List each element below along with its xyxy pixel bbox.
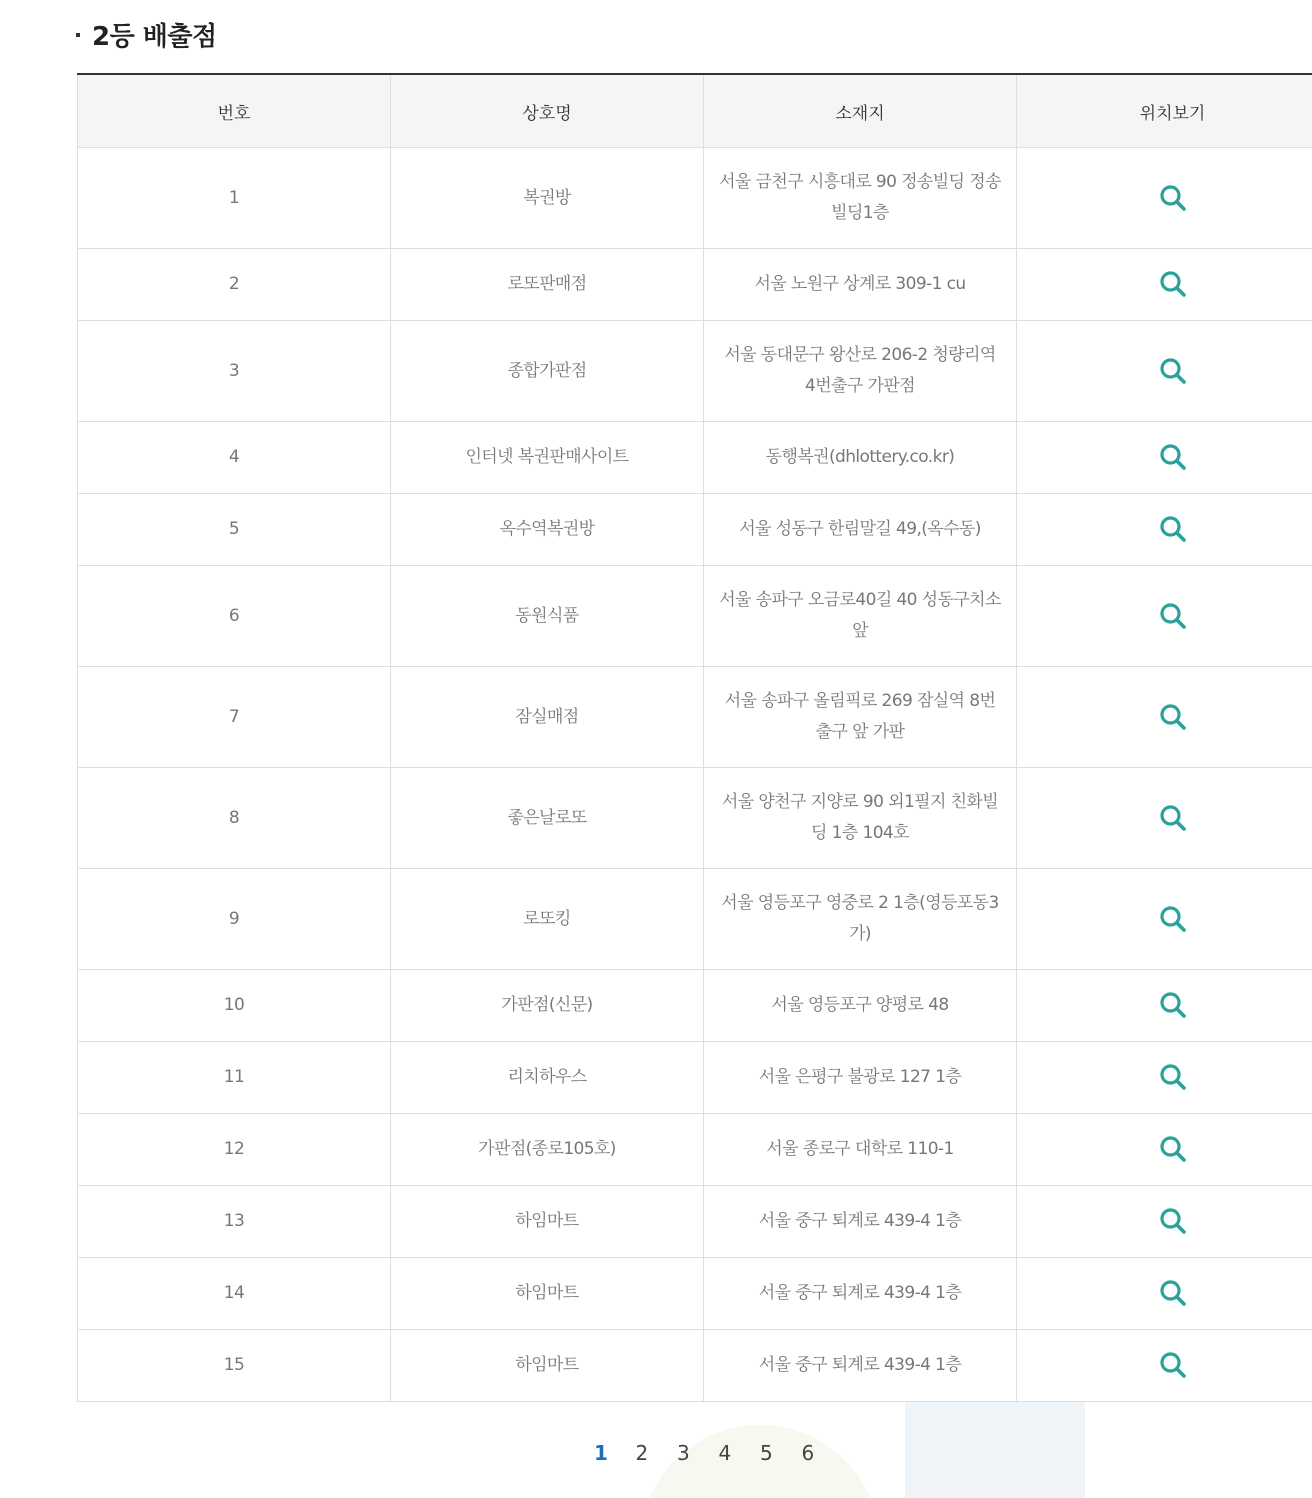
search-icon[interactable] [1158, 356, 1188, 386]
view-location-cell [1017, 422, 1312, 494]
page-link-6[interactable]: 6 [801, 1441, 815, 1465]
table-row [78, 1042, 1312, 1114]
search-icon[interactable] [1158, 1278, 1188, 1308]
section-heading [76, 14, 217, 54]
page-link-2[interactable]: 2 [635, 1441, 649, 1465]
table-row [78, 422, 1312, 494]
view-location-cell [1017, 1114, 1312, 1186]
table-row [78, 494, 1312, 566]
winning-stores-table [77, 73, 1312, 1402]
search-icon[interactable] [1158, 514, 1188, 544]
view-location-cell [1017, 148, 1312, 249]
table-row [78, 1114, 1312, 1186]
store-name: 하임마트 [391, 1258, 704, 1330]
store-name: 동원식품 [391, 566, 704, 667]
table-header-row [78, 74, 1312, 148]
row-number: 15 [78, 1330, 391, 1402]
store-address: 서울 노원구 상계로 309-1 cu [704, 249, 1017, 321]
row-number: 12 [78, 1114, 391, 1186]
view-location-cell [1017, 1258, 1312, 1330]
store-address: 서울 종로구 대학로 110-1 [704, 1114, 1017, 1186]
view-location-cell [1017, 970, 1312, 1042]
view-location-cell [1017, 869, 1312, 970]
row-number: 6 [78, 566, 391, 667]
view-location-cell [1017, 566, 1312, 667]
row-number: 11 [78, 1042, 391, 1114]
store-name: 로또킹 [391, 869, 704, 970]
store-address: 서울 송파구 올림픽로 269 잠실역 8번 출구 앞 가판 [704, 667, 1017, 768]
store-address: 동행복권(dhlottery.co.kr) [704, 422, 1017, 494]
search-icon[interactable] [1158, 1206, 1188, 1236]
header-view-location: 위치보기 [1017, 74, 1312, 148]
row-number: 1 [78, 148, 391, 249]
view-location-cell [1017, 1042, 1312, 1114]
search-icon[interactable] [1158, 904, 1188, 934]
view-location-cell [1017, 1186, 1312, 1258]
table-row [78, 321, 1312, 422]
pagination [588, 1437, 837, 1469]
store-address: 서울 은평구 불광로 127 1층 [704, 1042, 1017, 1114]
store-name: 인터넷 복권판매사이트 [391, 422, 704, 494]
search-icon[interactable] [1158, 1350, 1188, 1380]
store-address: 서울 송파구 오금로40길 40 성동구치소 앞 [704, 566, 1017, 667]
page-link-5[interactable]: 5 [760, 1441, 773, 1465]
store-name: 복권방 [391, 148, 704, 249]
store-name: 종합가판점 [391, 321, 704, 422]
view-location-cell [1017, 321, 1312, 422]
winning-stores-table-container [77, 73, 1312, 1402]
page-link-1[interactable]: 1 [594, 1441, 608, 1465]
view-location-cell [1017, 249, 1312, 321]
search-icon[interactable] [1158, 1134, 1188, 1164]
store-address: 서울 양천구 지양로 90 외1필지 친화빌딩 1층 104호 [704, 768, 1017, 869]
store-name: 로또판매점 [391, 249, 704, 321]
search-icon[interactable] [1158, 183, 1188, 213]
row-number: 8 [78, 768, 391, 869]
row-number: 13 [78, 1186, 391, 1258]
view-location-cell [1017, 667, 1312, 768]
row-number: 5 [78, 494, 391, 566]
store-name: 하임마트 [391, 1330, 704, 1402]
store-name: 좋은날로또 [391, 768, 704, 869]
bullet-icon [76, 33, 80, 37]
row-number: 10 [78, 970, 391, 1042]
search-icon[interactable] [1158, 803, 1188, 833]
store-address: 서울 금천구 시흥대로 90 정송빌딩 정송빌딩1층 [704, 148, 1017, 249]
store-address: 서울 중구 퇴계로 439-4 1층 [704, 1186, 1017, 1258]
table-row [78, 970, 1312, 1042]
row-number: 4 [78, 422, 391, 494]
table-row [78, 566, 1312, 667]
store-name: 가판점(종로105호) [391, 1114, 704, 1186]
table-row [78, 768, 1312, 869]
store-address: 서울 영등포구 양평로 48 [704, 970, 1017, 1042]
search-icon[interactable] [1158, 1062, 1188, 1092]
table-row [78, 1330, 1312, 1402]
row-number: 7 [78, 667, 391, 768]
page-link-4[interactable]: 4 [718, 1441, 732, 1465]
table-row [78, 1258, 1312, 1330]
store-name: 잠실매점 [391, 667, 704, 768]
store-address: 서울 영등포구 영중로 2 1층(영등포동3가) [704, 869, 1017, 970]
store-address: 서울 동대문구 왕산로 206-2 청량리역 4번출구 가판점 [704, 321, 1017, 422]
row-number: 3 [78, 321, 391, 422]
store-name: 옥수역복권방 [391, 494, 704, 566]
search-icon[interactable] [1158, 269, 1188, 299]
header-address: 소재지 [704, 74, 1017, 148]
table-row [78, 148, 1312, 249]
store-address: 서울 성동구 한림말길 49,(옥수동) [704, 494, 1017, 566]
store-name: 하임마트 [391, 1186, 704, 1258]
store-address: 서울 중구 퇴계로 439-4 1층 [704, 1330, 1017, 1402]
view-location-cell [1017, 768, 1312, 869]
table-row [78, 1186, 1312, 1258]
search-icon[interactable] [1158, 601, 1188, 631]
table-row [78, 249, 1312, 321]
row-number: 2 [78, 249, 391, 321]
table-body [78, 148, 1312, 1402]
search-icon[interactable] [1158, 702, 1188, 732]
header-number: 번호 [78, 74, 391, 148]
table-row [78, 667, 1312, 768]
store-name: 가판점(신문) [391, 970, 704, 1042]
header-store-name: 상호명 [391, 74, 704, 148]
table-row [78, 869, 1312, 970]
view-location-cell [1017, 494, 1312, 566]
store-address: 서울 중구 퇴계로 439-4 1층 [704, 1258, 1017, 1330]
search-icon[interactable] [1158, 990, 1188, 1020]
page-link-3[interactable]: 3 [677, 1441, 690, 1465]
store-name: 리치하우스 [391, 1042, 704, 1114]
row-number: 9 [78, 869, 391, 970]
search-icon[interactable] [1158, 442, 1188, 472]
row-number: 14 [78, 1258, 391, 1330]
section-title: 2등 배출점 [92, 21, 217, 52]
view-location-cell [1017, 1330, 1312, 1402]
